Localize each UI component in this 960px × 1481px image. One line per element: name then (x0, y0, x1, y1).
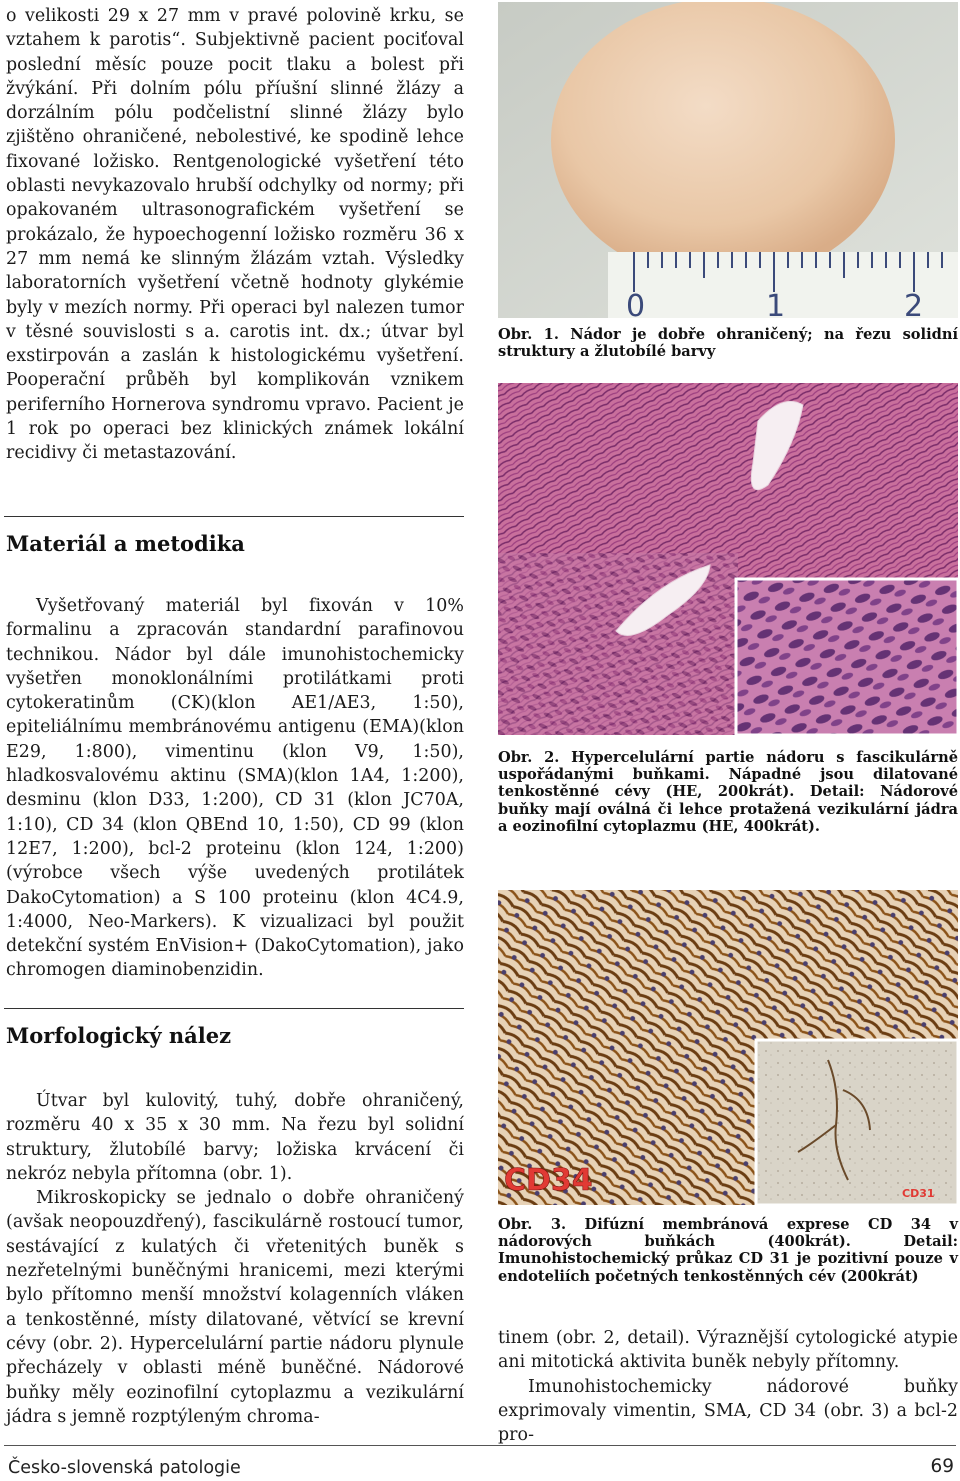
page-number: 69 (930, 1456, 954, 1477)
he-histology-photo (498, 383, 958, 735)
section-divider-morph (4, 1008, 464, 1009)
heading-material: Materiál a metodika (6, 531, 245, 556)
tumor-specimen (551, 2, 895, 282)
cd31-inset (756, 1040, 958, 1205)
right-continuation (498, 1326, 958, 1447)
figure-2-caption: Obr. 2. Hypercelulární partie nádoru s fascikulárně uspořádanými buňkami. Nápadné jsou dilatované tenkostěnné cévy (HE, 200krát). Detail: Nádorové buňky mají oválná či lehce protažená vezikulární jádra a eozinofilní cytoplazmu (HE, 400krát). (498, 749, 958, 835)
cd34-label: CD34 (504, 1163, 593, 1198)
journal-name: Česko-slovenská patologie (8, 1458, 241, 1478)
cd34-ihc-photo (498, 890, 958, 1205)
footer-rule (4, 1445, 956, 1446)
intro-column (6, 4, 464, 466)
section-divider-material (4, 516, 464, 517)
morph-paragraph-2: Mikroskopicky se jednalo o dobře ohraničený (avšak neopouzdřený), fascikulárně rostoucí tumor, sestávající z kulatých či vřetenitých buněk s nezřetelnými buněčnými hranicemi, mezi kterými bylo přítomno menší množství kolagenních vláken a tenkostěnné, místy dilatované, větvící se krevní cévy (obr. 2). Hypercelulární partie nádoru plynule přecházely v oblasti méně buněčné. Nádorové buňky měly eozinofilní cytoplazmu a vezikulární jádra s jemně rozptýleným chroma- (6, 1188, 464, 1427)
morph-paragraph-1: Útvar byl kulovitý, tuhý, dobře ohraničený, rozměru 40 x 35 x 30 mm. Na řezu byl solidní struktury, žlutobílé barvy; ložiska krvácení či nekróz nebyla přítomna (obr. 1). (6, 1091, 464, 1184)
cd31-label: CD31 (902, 1187, 935, 1200)
figure-2-image (498, 383, 958, 735)
specimen-photo (498, 2, 958, 318)
morph-column (6, 1089, 464, 1429)
ruler-label-0: 0 (626, 289, 646, 318)
figure-3-image (498, 890, 958, 1205)
heading-morph: Morfologický nález (6, 1023, 231, 1048)
intro-paragraph: o velikosti 29 x 27 mm v pravé polovině krku, se vztahem k parotis“. Subjektivně pacient pociťoval poslední měsíc pouze pocit tlaku a bolest při žvýkání. Při dolním pólu příušní slinné žlázy a dorzálním pólu podčelistní slinné žlázy bylo zjištěno ohraničené, nebolestivé, ke spodině lehce fixované ložisko. Rentgenologické vyšetření této oblasti nevykazovalo hrubší odchylky od normy; při opakovaném ultrasonografickém vyšetření se prokázalo, že hypoechogenní ložisko rozměru 36 x 27 mm nemá ke slinným žlázám vztah. Výsledky laboratorních vyšetření včetně hodnoty glykémie byly v mezích normy. Při operaci byl nalezen tumor v těsné souvislosti s a. carotis int. dx.; útvar byl exstirpován a zaslán k histologickému vyšetření. Pooperační průběh byl komplikován vznikem periferního Hornerova syndromu vpravo. Pacient je 1 rok po operaci bez klinických známek lokální recidivy či metastazování. (6, 6, 464, 464)
figure-1-image (498, 2, 958, 318)
material-column (6, 594, 464, 983)
figure-1-caption: Obr. 1. Nádor je dobře ohraničený; na řezu solidní struktury a žlutobílé barvy (498, 326, 958, 361)
material-paragraph: Vyšetřovaný materiál byl fixován v 10% formalinu a zpracován standardní parafinovou technikou. Nádor byl dále imunohistochemicky vyšetřen monoklonálními protilátkami proti cytokeratinům (CK)(klon AE1/AE3, 1:50), epiteliálnímu membránovému antigenu (EMA)(klon E29, 1:800), vimentinu (klon V9, 1:50), hladkosvalovému aktinu (SMA)(klon 1A4, 1:200), desminu (klon D33, 1:200), CD 31 (klon JC70A, 1:10), CD 34 (klon QBEnd 10, 1:50), CD 99 (klon 12E7, 1:200), bcl-2 proteinu (klon 124, 1:200)(výrobce všech výše uvedených protilátek DakoCytomation) a S 100 proteinu (klon 4C4.9, 1:4000, Neo-Markers). K vizualizaci byl použit detekční systém EnVision+ (DakoCytomation), jako chromogen diaminobenzidin. (6, 596, 464, 981)
continuation-line-2: Imunohistochemicky nádorové buňky exprimovaly vimentin, SMA, CD 34 (obr. 3) a bcl-2 pro- (498, 1376, 958, 1446)
continuation-line-1: tinem (obr. 2, detail). Výraznější cytologické atypie ani mitotická aktivita buněk nebyly přítomny. (498, 1328, 958, 1373)
figure-3-caption: Obr. 3. Difúzní membránová exprese CD 34 v nádorových buňkách (400krát). Detail: Imunohistochemický průkaz CD 31 je pozitivní pouze v endoteliích početných tenkostěnných cév (200krát) (498, 1216, 958, 1285)
ruler-label-1: 1 (766, 289, 786, 318)
ruler-label-2: 2 (904, 289, 924, 318)
he-inset-detail (736, 579, 958, 735)
